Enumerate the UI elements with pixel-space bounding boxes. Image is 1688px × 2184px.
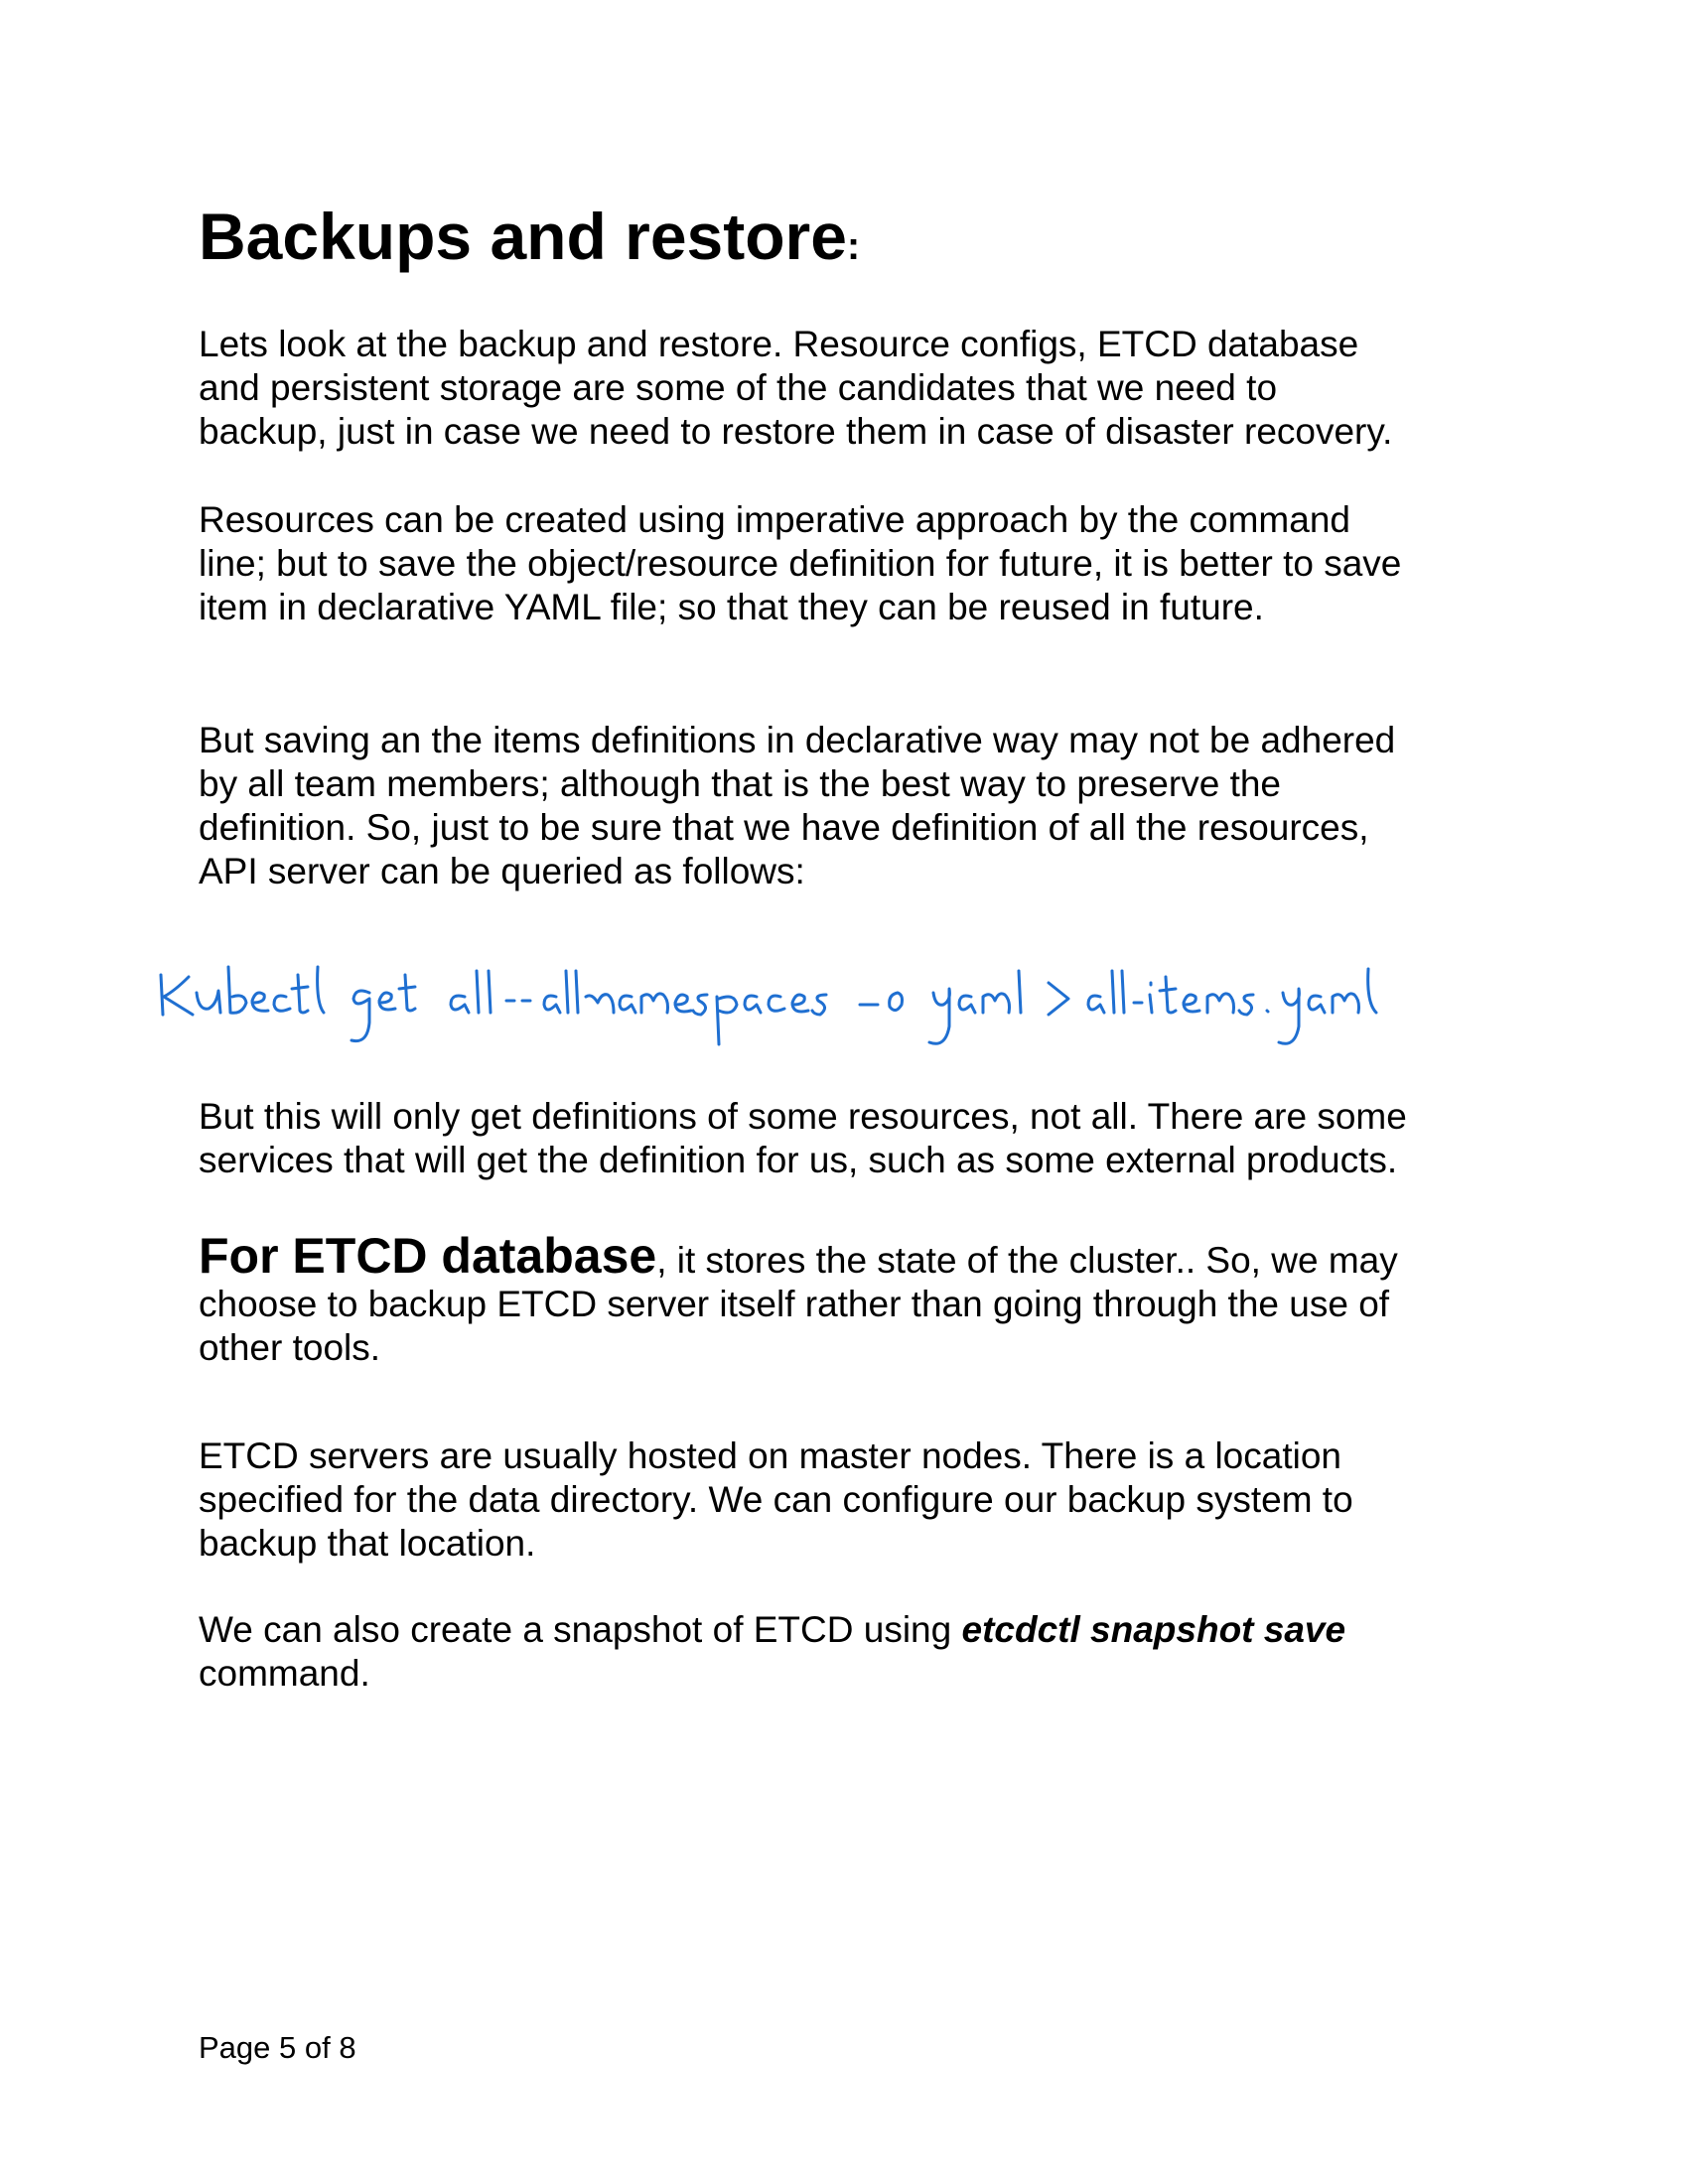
etcd-database-text: , it stores the state of the cluster.. So, we may choose to backup ETCD server itself rather than going through the use of other tools. — [199, 1240, 1398, 1368]
paragraph-api-server-query: But saving an the items definitions in declarative way may not be adhered by all team members; although that is the best way to preserve the definition. So, just to be sure that we have definition of all the resources, API server can be queried as follows: — [199, 720, 1396, 891]
paragraph-etcd-snapshot — [199, 1608, 1529, 1696]
page-title-colon: : — [846, 224, 861, 268]
paragraph-etcd-servers: ETCD servers are usually hosted on master nodes. There is a location specified for the data directory. We can configure our backup system to backup that location. — [199, 1435, 1353, 1564]
etcd-database-heading: For ETCD database — [199, 1228, 657, 1284]
paragraph-imperative-declarative: Resources can be created using imperative approach by the command line; but to save the object/resource definition for future, it is better to save item in declarative YAML file; so that they can be reused in future. — [199, 499, 1402, 627]
paragraph-backup-intro: Lets look at the backup and restore. Resource configs, ETCD database and persistent storage are some of the candidates that we need to backup, just in case we need to restore them in case of disaster recovery. — [199, 324, 1393, 452]
handwritten-command — [149, 953, 1529, 1062]
page-title-text: Backups and restore — [199, 200, 847, 273]
paragraph-partial-definitions: But this will only get definitions of some resources, not all. There are some services that will get the definition for us, such as some external products. — [199, 1096, 1407, 1180]
paragraph-etcd-database — [199, 1228, 1529, 1370]
snapshot-text-before: We can also create a snapshot of ETCD using — [199, 1609, 962, 1650]
handwritten-command-strokes — [161, 967, 1376, 1044]
snapshot-command: etcdctl snapshot save — [961, 1609, 1346, 1650]
page-title — [199, 197, 860, 286]
page-number: Page 5 of 8 — [199, 2030, 356, 2065]
snapshot-text-after: command. — [199, 1653, 370, 1694]
